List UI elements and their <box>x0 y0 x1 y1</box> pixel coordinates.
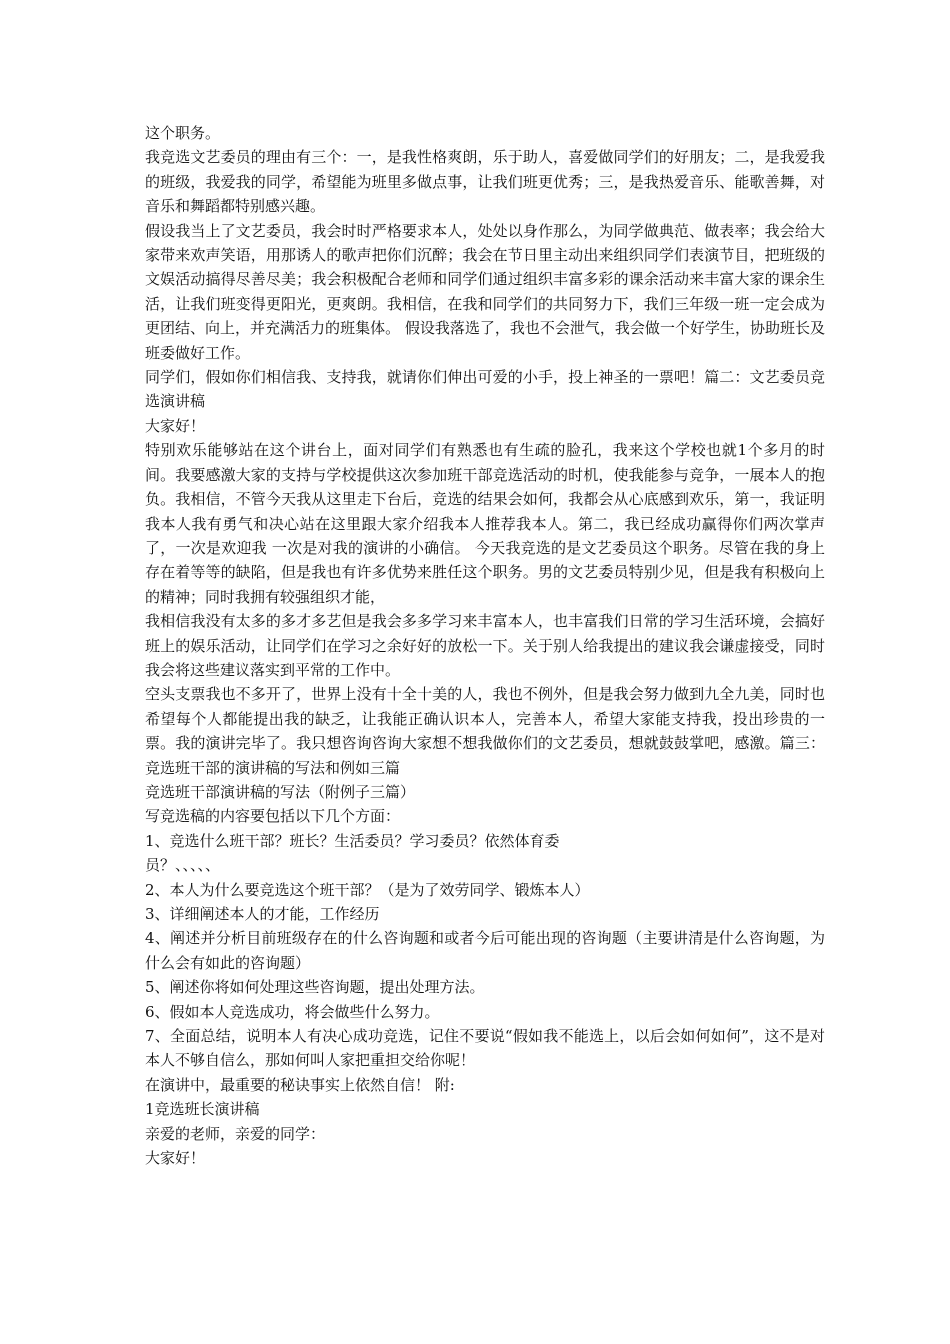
list-item: 1、竞选什么班干部？班长？生活委员？学习委员？依然体育委 <box>145 831 560 850</box>
salutation: 亲爱的老师，亲爱的同学： <box>145 1124 326 1143</box>
list-item: 6、假如本人竞选成功，将会做些什么努力。 <box>145 1002 440 1021</box>
paragraph: 大家好！ <box>145 416 206 435</box>
list-item: 员？、、、、、 <box>145 856 221 875</box>
paragraph: 空头支票我也不多开了，世界上没有十全十美的人，我也不例外，但是我会努力做到九全九美，同时也希望每个人都能提出我的缺乏，让我能正确认识本人，完善本人，希望大家能支持我，投出珍贵的一票。我的演讲完毕了。我只想咨询咨询大家想不想我做你们的文艺委员，想就鼓鼓掌吧，感激。篇三：竞选班干部的演讲稿的写法和例如三篇 <box>145 685 825 777</box>
paragraph: 我相信我没有太多的多才多艺但是我会多多学习来丰富本人，也丰富我们日常的学习生活环境，会搞好班上的娱乐活动，让同学们在学习之余好好的放松一下。关于别人给我提出的建议我会谦虚接受，同时我会将这些建议落实到平常的工作中。 <box>145 612 825 679</box>
paragraph: 同学们，假如你们相信我、支持我，就请你们伸出可爱的小手，投上神圣的一票吧！篇二：文艺委员竞选演讲稿 <box>145 368 825 411</box>
list-item: 7、全面总结，说明本人有决心成功竞选，记住不要说“假如我不能选上，以后会如何如何”，这不是对本人不够自信么，那如何叫人家把重担交给你呢！ <box>145 1027 825 1070</box>
document-body <box>145 121 825 1170</box>
section-heading: 1竞选班长演讲稿 <box>145 1100 260 1119</box>
list-item: 3、详细阐述本人的才能，工作经历 <box>145 905 380 923</box>
paragraph: 这个职务。 <box>145 124 221 142</box>
list-item: 2、本人为什么要竞选这个班干部？（是为了效劳同学、锻炼本人） <box>145 880 590 899</box>
list-item: 5、阐述你将如何处理这些咨询题，提出处理方法。 <box>145 978 485 997</box>
paragraph: 假设我当上了文艺委员，我会时时严格要求本人，处处以身作那么，为同学做典范、做表率；我会给大家带来欢声笑语，用那诱人的歌声把你们沉醉；我会在节日里主动出来组织同学们表演节目，把班级的文娱活动搞得尽善尽美；我会积极配合老师和同学们通过组织丰富多彩的课余活动来丰富大家的课余生活，让我们班变得更阳光，更爽朗。我相信，在我和同学们的共同努力下，我们三年级一班一定会成为更团结、向上，并充满活力的班集体。 假设我落选了，我也不会泄气，我会做一个好学生，协助班长及班委做好工作。 <box>145 221 825 362</box>
paragraph: 写竞选稿的内容要包括以下几个方面： <box>145 807 401 826</box>
paragraph: 竞选班干部演讲稿的写法（附例子三篇） <box>145 782 416 801</box>
paragraph: 特别欢乐能够站在这个讲台上，面对同学们有熟悉也有生疏的脸孔，我来这个学校也就1个多月的时间。我要感激大家的支持与学校提供这次参加班干部竞选活动的时机，使我能参与竞争，一展本人的抱负。我相信，不管今天我从这里走下台后，竞选的结果会如何，我都会从心底感到欢乐，第一，我证明我本人我有勇气和决心站在这里跟大家介绍我本人推荐我本人。第二，我已经成功赢得你们两次掌声了，一次是欢迎我 一次是对我的演讲的小确信。 今天我竞选的是文艺委员这个职务。尽管在我的身上存在着等等的缺陷，但是我也有许多优势来胜任这个职务。男的文艺委员特别少见，但是我有积极向上的精神；同时我拥有较强组织才能， <box>145 441 825 606</box>
paragraph: 我竞选文艺委员的理由有三个：一，是我性格爽朗，乐于助人，喜爱做同学们的好朋友；二，是我爱我的班级，我爱我的同学，希望能为班里多做点事，让我们班更优秀；三，是我热爱音乐、能歌善舞，对音乐和舞蹈都特别感兴趣。 <box>145 148 825 216</box>
list-item: 4、阐述并分析目前班级存在的什么咨询题和或者今后可能出现的咨询题（主要讲清是什么咨询题，为什么会有如此的咨询题） <box>145 929 825 972</box>
paragraph: 在演讲中，最重要的秘诀事实上依然自信！ 附: <box>145 1075 455 1094</box>
greeting: 大家好！ <box>145 1149 206 1168</box>
